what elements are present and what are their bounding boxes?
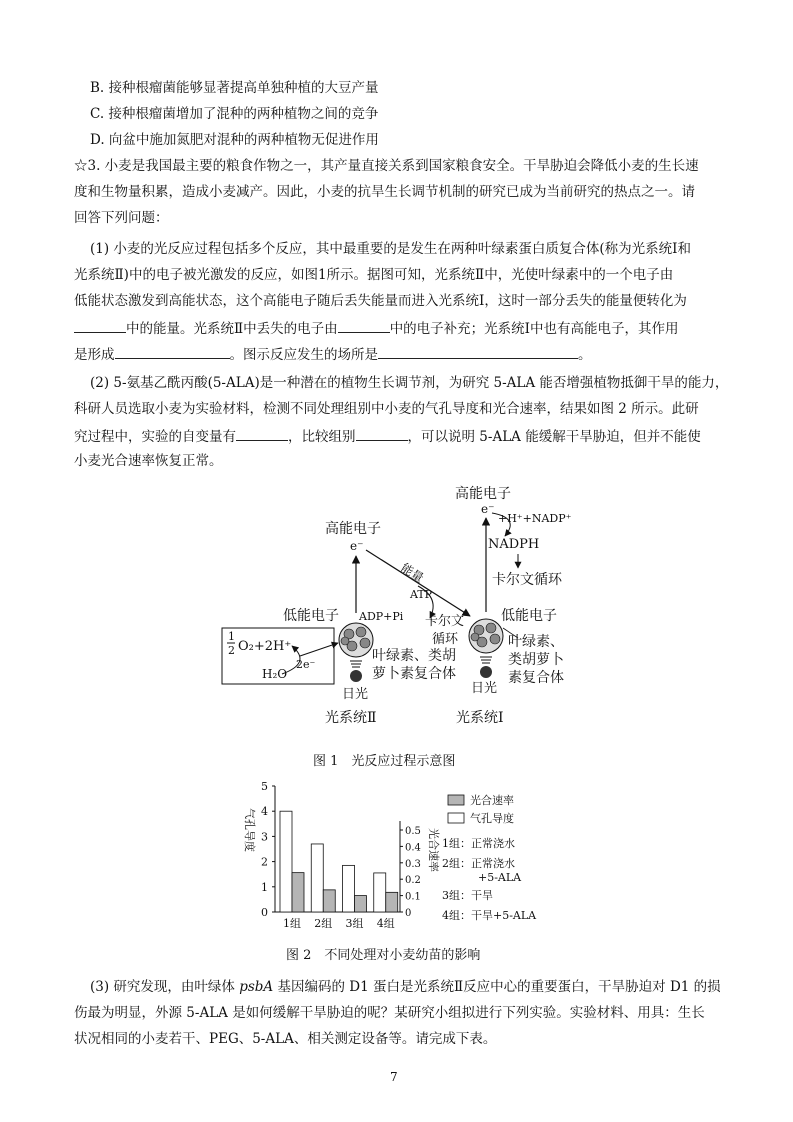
answer-blank[interactable] xyxy=(115,344,230,359)
text-span: 基因编码的 D1 蛋白是光系统Ⅱ反应中心的重要蛋白，干旱胁迫对 D1 的损 xyxy=(273,979,721,995)
box-h2o-label: H₂O xyxy=(262,667,288,681)
ps2-label: 光系统Ⅱ xyxy=(325,710,377,726)
text-span: 是形成 xyxy=(74,347,115,363)
calvin-mid-label-1: 卡尔文 xyxy=(425,614,465,629)
bar-stomatal-conductance xyxy=(311,844,323,912)
y-tick-label-left: 0 xyxy=(261,906,268,919)
legend-stomata-label: 气孔导度 xyxy=(470,812,514,825)
figure1-caption: 图 1 光反应过程示意图 xyxy=(313,754,456,769)
calvin-mid-label-2: 循环 xyxy=(432,632,459,647)
group-note-4: 4组：干旱+5-ALA xyxy=(442,909,537,922)
y-tick-label-right: 0.3 xyxy=(405,858,421,870)
sun-right-icon xyxy=(480,657,492,678)
low-e-left-label: 低能电子 xyxy=(283,608,339,624)
e-minus-left: e⁻ xyxy=(350,539,364,553)
q3-intro-line-1: ☆3. 小麦是我国最主要的粮食作物之一，其产量直接关系到国家粮食安全。干旱胁迫会降低小麦的生长速 xyxy=(74,158,699,174)
q3-part3-line-2: 伤最为明显，外源 5-ALA 是如何缓解干旱胁迫的呢？某研究小组拟进行下列实验。实验材料、用具：生长 xyxy=(74,1005,705,1021)
bar-photosynthesis-rate xyxy=(355,896,367,912)
x-tick-label: 3组 xyxy=(345,917,364,928)
text-span: 。图示反应发生的场所是 xyxy=(229,347,378,363)
complex-left-label-2: 萝卜素复合体 xyxy=(372,666,456,682)
q3-part3-line-3: 状况相同的小麦若干、PEG、5-ALA、相关测定设备等。请完成下表。 xyxy=(74,1031,497,1047)
text-span: (3) 研究发现，由叶绿体 xyxy=(90,979,240,995)
q3-part2-line-4: 小麦光合速率恢复正常。 xyxy=(74,453,223,469)
answer-blank[interactable] xyxy=(338,318,390,333)
box-frac-num: 1 xyxy=(228,630,235,643)
y-tick-label-left: 2 xyxy=(261,855,268,869)
sun-left-icon xyxy=(350,661,362,682)
figure2-chart xyxy=(0,778,793,928)
q3-part1-line-5 xyxy=(74,344,592,364)
q3-part2-line-2: 科研人员选取小麦为实验材料，检测不同处理组别中小麦的气孔导度和光合速率，结果如图 2 所示。此研 xyxy=(74,401,699,417)
ps1-label: 光系统Ⅰ xyxy=(456,710,504,726)
atp-label: ATP xyxy=(410,588,433,601)
q3-part1-line-4 xyxy=(74,318,679,338)
nadp-label: +H⁺+NADP⁺ xyxy=(498,512,572,525)
x-tick-label: 4组 xyxy=(376,917,395,928)
y-tick-label-left: 3 xyxy=(261,830,268,844)
x-tick-label: 2组 xyxy=(314,917,333,928)
box-frac-den: 2 xyxy=(228,644,235,657)
option-b: B. 接种根瘤菌能够显著提高单独种植的大豆产量 xyxy=(90,80,379,96)
complex-ps2-icon xyxy=(339,623,373,657)
x-tick-label: 1组 xyxy=(283,917,301,928)
q3-part1-line-2: 光系统Ⅱ)中的电子被光激发的反应，如图1所示。据图可知，光系统Ⅱ中，光使叶绿素中的一个电子由 xyxy=(74,267,674,283)
option-d: D. 向盆中施加氮肥对混种的两种植物无促进作用 xyxy=(90,132,379,148)
q3-intro-line-2: 度和生物量积累，造成小麦减产。因此，小麦的抗旱生长调节机制的研究已成为当前研究的热点之一。请 xyxy=(74,184,695,200)
figure1-diagram xyxy=(0,478,793,738)
answer-blank[interactable] xyxy=(74,318,126,333)
legend-swatch-stomata xyxy=(448,813,464,823)
text-span: 中的能量。光系统Ⅱ中丢失的电子由 xyxy=(126,321,338,337)
y-tick-label-left: 4 xyxy=(261,805,268,819)
text-span: 究过程中，实验的自变量有 xyxy=(74,429,236,445)
box-2e-label: 2e⁻ xyxy=(296,658,316,671)
sun-right-label: 日光 xyxy=(471,681,498,696)
nadph-label: NADPH xyxy=(488,537,540,552)
figure2-caption: 图 2 不同处理对小麦幼苗的影响 xyxy=(286,948,481,963)
gene-name: psbA xyxy=(239,979,274,995)
ylabel-right: 光合速率 xyxy=(427,828,440,872)
option-c: C. 接种根瘤菌增加了混种的两种植物之间的竞争 xyxy=(90,106,379,122)
y-tick-label-right: 0.5 xyxy=(405,826,421,837)
q3-part2-line-3 xyxy=(74,426,701,446)
complex-right-label-2: 类胡萝卜 xyxy=(508,652,564,668)
page-number: 7 xyxy=(390,1070,398,1084)
e-minus-right: e⁻ xyxy=(481,502,495,516)
legend-photo-label: 光合速率 xyxy=(470,794,514,807)
legend-swatch-photo xyxy=(448,795,464,805)
text-span: ，可以说明 5-ALA 能缓解干旱胁迫，但并不能使 xyxy=(407,429,701,445)
low-e-right-label: 低能电子 xyxy=(501,608,557,624)
bar-stomatal-conductance xyxy=(280,811,292,912)
text-span: 。 xyxy=(578,347,592,363)
y-tick-label-right: 0.4 xyxy=(405,842,421,854)
bar-photosynthesis-rate xyxy=(292,873,304,912)
bar-photosynthesis-rate xyxy=(386,892,398,912)
adp-label: ADP+Pi xyxy=(359,610,404,623)
answer-blank[interactable] xyxy=(356,426,408,441)
high-e-left-label: 高能电子 xyxy=(325,521,381,537)
ylabel-left: 气孔导度 xyxy=(243,808,256,852)
bar-stomatal-conductance xyxy=(343,865,355,912)
y-tick-label-left: 5 xyxy=(261,780,268,793)
calvin-right-label: 卡尔文循环 xyxy=(492,572,562,588)
bar-photosynthesis-rate xyxy=(323,890,335,912)
text-span: ，比较组别 xyxy=(288,429,356,445)
group-note-2: 2组：正常浇水 xyxy=(442,857,515,870)
q3-part2-line-1: (2) 5-氨基乙酰丙酸(5-ALA)是一种潜在的植物生长调节剂，为研究 5-ALA 能否增强植物抵御干旱的能力， xyxy=(90,375,729,391)
electron-supply-arrow xyxy=(300,643,338,656)
text-span: 中的电子补充；光系统Ⅰ中也有高能电子，其作用 xyxy=(389,321,679,337)
group-note-2b: +5-ALA xyxy=(478,871,522,884)
answer-blank[interactable] xyxy=(378,344,578,359)
complex-left-label-1: 叶绿素、类胡 xyxy=(372,648,456,664)
y-tick-label-right: 0.2 xyxy=(405,875,421,887)
q3-intro-line-3: 回答下列问题： xyxy=(74,210,169,226)
box-o2-label: O₂+2H⁺ xyxy=(238,639,292,654)
complex-right-label-3: 素复合体 xyxy=(508,670,564,686)
q3-part1-line-3: 低能状态激发到高能状态，这个高能电子随后丢失能量而进入光系统Ⅰ，这时一部分丢失的能量便转化为 xyxy=(74,293,687,309)
y-tick-label-right: 0 xyxy=(405,908,412,919)
sun-left-label: 日光 xyxy=(342,687,369,702)
y-tick-label-left: 1 xyxy=(261,880,268,894)
answer-blank[interactable] xyxy=(236,426,288,441)
q3-part3-line-1 xyxy=(90,978,721,996)
group-note-1: 1组：正常浇水 xyxy=(442,837,515,850)
y-tick-label-right: 0.1 xyxy=(405,891,421,903)
bar-stomatal-conductance xyxy=(374,873,386,912)
q3-part1-line-1: (1) 小麦的光反应过程包括多个反应，其中最重要的是发生在两种叶绿素蛋白质复合体(称为光系统Ⅰ和 xyxy=(90,241,692,257)
complex-right-label-1: 叶绿素、 xyxy=(508,634,564,650)
complex-ps1-icon xyxy=(469,619,503,653)
high-e-right-label: 高能电子 xyxy=(455,486,511,502)
group-note-3: 3组：干旱 xyxy=(442,889,493,902)
energy-label: 能量 xyxy=(398,560,427,586)
